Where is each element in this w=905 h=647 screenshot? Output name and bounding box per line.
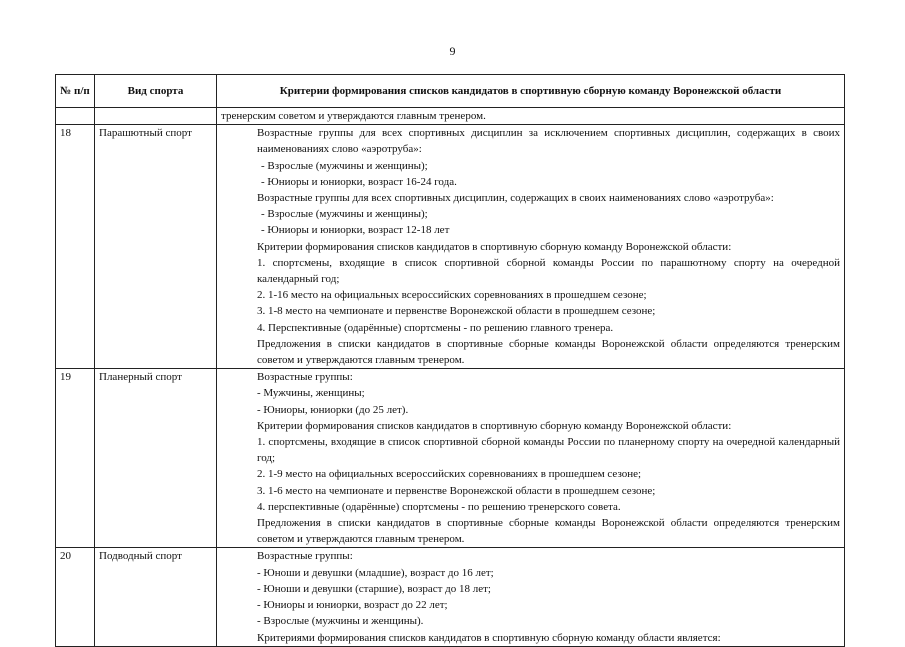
row-number: 19 [56,369,95,548]
criteria-line: - Юноши и девушки (старшие), возраст до 18 лет; [257,582,491,595]
criteria-line: - Юниоры и юниорки, возраст до 22 лет; [257,599,448,612]
criteria-line: - Мужчины, женщины; [257,387,365,400]
sport-name: Планерный спорт [95,369,217,548]
table-header-row [56,75,845,108]
page-number: 9 [449,44,456,58]
criteria-line: 4. перспективные (одарённые) спортсмены - по решению тренерского совета. [257,500,621,513]
criteria-line: Предложения в списки кандидатов в спортивные сборные команды Воронежской области определяются тренерским советом и утверждаются главным тренером. [257,517,840,546]
criteria-line: Возрастные группы для всех спортивных дисциплин, содержащих в своих наименованиях слово «аэротруба»: [257,192,774,205]
criteria-cell [217,548,845,646]
header-criteria: Критерии формирования списков кандидатов в спортивную сборную команду Воронежской области [217,75,845,108]
header-number: № п/п [56,75,95,108]
table-body [56,108,845,647]
criteria-line: Возрастные группы: [257,550,353,563]
criteria-line: 1. спортсмены, входящие в список спортивной сборной команды России по планерному спорту на очередной календарный год; [257,436,840,465]
criteria-cell [217,369,845,548]
criteria-line: Критерии формирования списков кандидатов в спортивную сборную команду Воронежской области: [257,419,732,432]
criteria-line: Критерии формирования списков кандидатов в спортивную сборную команду Воронежской области: [257,240,732,253]
criteria-line: Предложения в списки кандидатов в спортивные сборные команды Воронежской области определяются тренерским советом и утверждаются главным тренером. [257,337,840,367]
cell-sport [95,108,217,125]
row-number: 18 [56,125,95,369]
criteria-line: Возрастные группы: [257,371,353,384]
continuation-text [217,108,845,125]
criteria-line: тренерским советом и утверждаются главным тренером. [221,110,486,122]
cell-number [56,108,95,125]
criteria-line: Возрастные группы для всех спортивных дисциплин за исключением спортивных дисциплин, содержащих в своих наименованиях слово «аэротруба»: [257,127,840,156]
criteria-line: - Взрослые (мужчины и женщины). [257,615,424,628]
criteria-cell [217,125,845,369]
sport-name: Парашютный спорт [95,125,217,369]
criteria-line: 4. Перспективные (одарённые) спортсмены - по решению главного тренера. [257,321,614,334]
criteria-line: 3. 1-8 место на чемпионате и первенстве Воронежской области в прошедшем сезоне; [257,305,656,318]
sport-name: Подводный спорт [95,548,217,646]
criteria-line: - Юниоры и юниорки, возраст 16-24 года. [261,175,457,188]
criteria-line: 2. 1-9 место на официальных всероссийских соревнованиях в прошедшем сезоне; [257,468,642,481]
row-number: 20 [56,548,95,646]
table-row [56,125,845,369]
continuation-row [56,108,845,125]
header-sport: Вид спорта [95,75,217,108]
criteria-table [55,74,845,647]
criteria-line: 3. 1-6 место на чемпионате и первенстве Воронежской области в прошедшем сезоне; [257,484,656,497]
criteria-line: - Юниоры, юниорки (до 25 лет). [257,403,409,416]
criteria-line: - Юноши и девушки (младшие), возраст до 16 лет; [257,566,494,579]
criteria-line: 1. спортсмены, входящие в список спортивной сборной команды России по парашютному спорту на очередной календарный год; [257,256,840,286]
table-row [56,369,845,548]
criteria-line: - Взрослые (мужчины и женщины); [261,208,428,221]
criteria-line: - Юниоры и юниорки, возраст 12-18 лет [261,224,450,237]
criteria-line: - Взрослые (мужчины и женщины); [261,159,428,172]
criteria-line: 2. 1-16 место на официальных всероссийских соревнованиях в прошедшем сезоне; [257,289,647,302]
criteria-line: Критериями формирования списков кандидатов в спортивную сборную команду области является: [257,631,721,644]
table-row [56,548,845,646]
